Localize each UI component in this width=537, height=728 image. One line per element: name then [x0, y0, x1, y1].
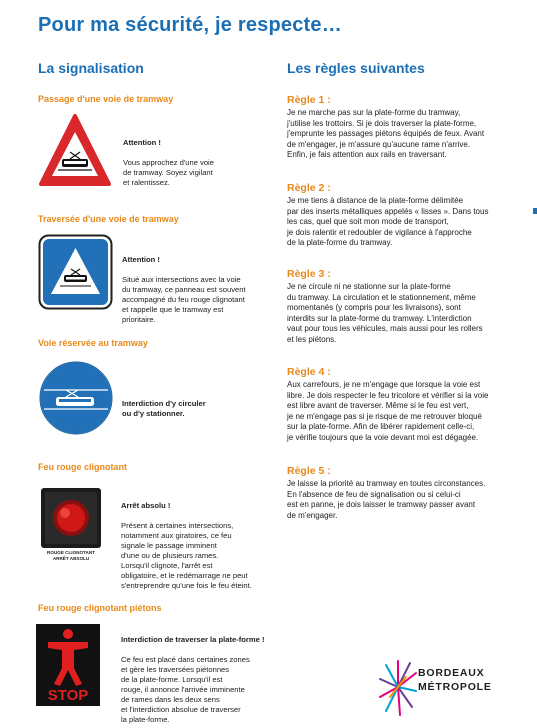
note-heading: Interdiction d'y circuler ou d'y stationner.	[122, 399, 206, 418]
section-note-feu-rouge	[121, 491, 281, 591]
note-text: Vous approchez d'une voie de tramway. Soyez vigilant et ralentissez.	[123, 158, 214, 187]
section-note-voie-reservee	[122, 389, 272, 429]
rule-text-1: Je ne marche pas sur la plate-forme du tramway, j'utilise les trottoirs. Si je dois traverser la plate-forme, j'emprunte les passages piétons équipés de feux. Avant de m'engager, je m'assure qu'aucune rame n'arrive. Enfin, je fais attention aux rails en traversant.	[287, 108, 485, 160]
section-note-traversee	[122, 245, 277, 325]
note-text: Ce feu est placé dans certaines zones et gère les traversées piétonnes de la plate-forme. Lorsqu'il est rouge, il annonce l'arrivée imminente de rames dans les deux sens et l'interdiction absolue de traverser la plate-forme.	[121, 655, 250, 724]
rule-text-2: Je me tiens à distance de la plate-forme délimitée par des inserts métalliques appelés « lisses ». Dans tous les cas, quel que soit mon mode de transport, je dois ralentir et redoubler de vigilance à l'approche de la plate-forme du tramway.	[287, 196, 489, 248]
page-title: Pour ma sécurité, je respecte…	[38, 14, 342, 36]
note-heading: Attention !	[122, 255, 160, 264]
rule-title-1: Règle 1 :	[287, 94, 331, 106]
stop-label: STOP	[47, 687, 89, 704]
rule-text-5: Je laisse la priorité au tramway en toutes circonstances. En l'absence de feu de signalisation ou si celui-ci est en panne, je dois laisser le tramway passer avant de m'engager.	[287, 479, 486, 520]
signalisation-heading: La signalisation	[38, 60, 144, 76]
flashing-red-light-icon	[40, 487, 102, 549]
section-title-passage: Passage d'une voie de tramway	[38, 94, 174, 104]
rule-title-3: Règle 3 :	[287, 268, 331, 280]
rule-text-4: Aux carrefours, je ne m'engage que lorsque la voie est libre. Je dois respecter le feu tricolore et vérifier si la voie est libre avant de traverser. Même si le feu est vert, je ne m'engage pas si je risque de me retrouver bloqué sur la plate-forme. Afin de libérer rapidement celle-ci, je vérifie toujours que la voie devant moi est dégagée.	[287, 380, 489, 442]
section-title-voie-reservee: Voie réservée au tramway	[38, 338, 148, 348]
tram-warning-triangle-icon	[38, 112, 112, 190]
note-text: Situé aux intersections avec la voie du tramway, ce panneau est souvent accompagné du feu rouge clignotant et rappelle que le tramway est prioritaire.	[122, 275, 246, 324]
tram-reserved-lane-circle-icon	[38, 360, 114, 436]
note-heading: Attention !	[123, 138, 161, 147]
bordeaux-metropole-starburst-logo	[378, 657, 418, 717]
section-title-feu-pietons: Feu rouge clignotant piétons	[38, 603, 162, 613]
page-edge-mark	[533, 208, 537, 214]
rule-title-2: Règle 2 :	[287, 182, 331, 194]
rule-title-5: Règle 5 :	[287, 465, 331, 477]
regles-heading: Les règles suivantes	[287, 60, 425, 76]
section-title-feu-rouge: Feu rouge clignotant	[38, 462, 127, 472]
note-text: Présent à certaines intersections, notamment aux giratoires, ce feu signale le passage imminent d'une ou de plusieurs rames. Lorsqu'il clignote, l'arrêt est obligatoire, et le redémarrage ne peut s'entreprendre qu'une fois le feu éteint.	[121, 521, 252, 590]
pedestrian-stop-light-icon	[36, 624, 100, 706]
light-plate: ROUGE CLIGNOTANT ARRÊT ABSOLU	[47, 550, 95, 561]
note-heading: Arrêt absolu !	[121, 501, 171, 510]
tram-crossing-square-icon	[38, 234, 113, 310]
note-heading: Interdiction de traverser la plate-forme !	[121, 635, 265, 644]
rule-text-3: Je ne circule ni ne stationne sur la plate-forme du tramway. La circulation et le stationnement, même momentanés (y compris pour les livraisons), sont interdits sur la plate-forme du tramway. L'interdiction vaut pour tous les véhicules, mais aussi pour les rollers et les piétons.	[287, 282, 483, 344]
rule-title-4: Règle 4 :	[287, 366, 331, 378]
section-note-feu-pietons	[121, 625, 286, 725]
logo-line-1: BORDEAUX	[418, 667, 485, 679]
section-note-passage	[123, 128, 273, 188]
section-title-traversee: Traversée d'une voie de tramway	[38, 214, 179, 224]
logo-line-2: MÉTROPOLE	[418, 681, 492, 693]
